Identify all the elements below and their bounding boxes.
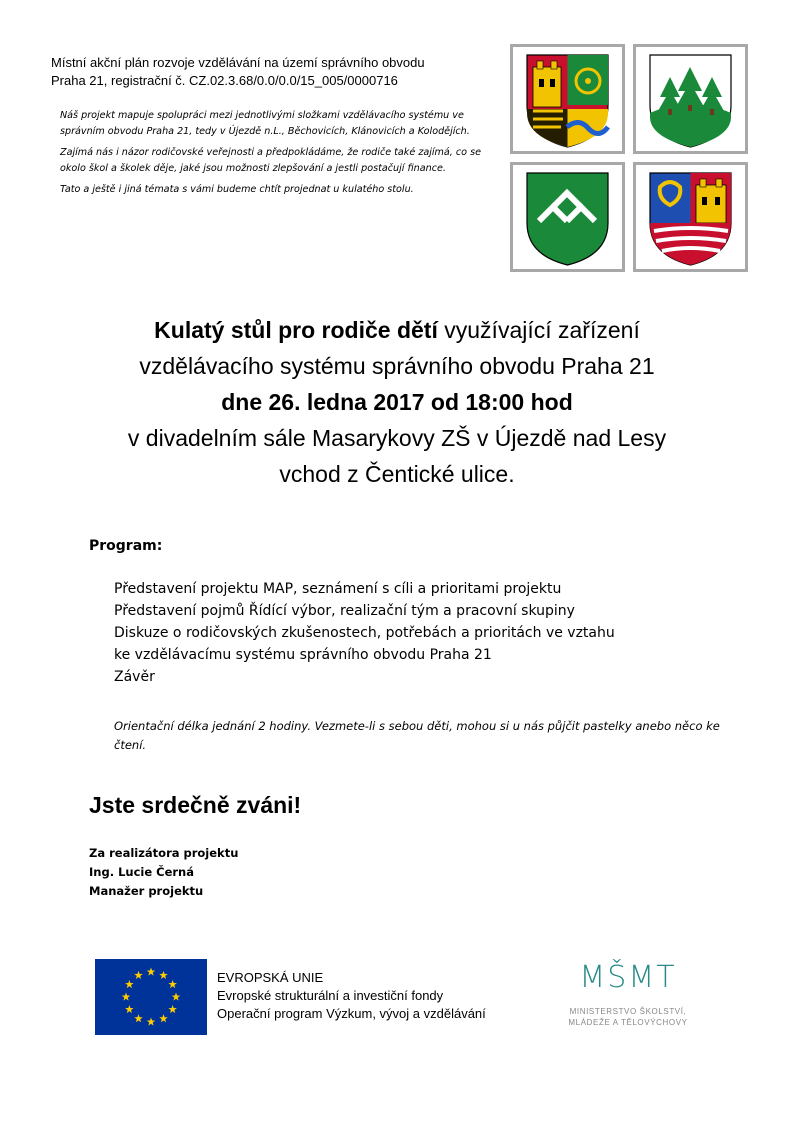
eu-star-icon [147,968,156,976]
coat-of-arms-grid [510,44,748,272]
msmt-logo [553,960,703,1030]
signature-block [89,844,238,901]
program-list [114,578,734,688]
event-date: dne 26. ledna 2017 od 18:00 hod [221,389,573,415]
program-item: Představení projektu MAP, seznámení s cíli a prioritami projektu [114,581,562,597]
msmt-line-2: MLÁDEŽE A TĚLOVÝCHOVY [568,1018,688,1027]
header-line-2: Praha 21, registrační č. CZ.02.3.68/0.0/0.0/15_005/0000716 [51,73,398,88]
intro-paragraph-2: Zajímá nás i názor rodičovské veřejnosti a předpokládáme, že rodiče také zajímá, co se okolo škol a školek děje, jaké jsou možnosti zlepšování a jestli postačují finance. [60,147,481,174]
eu-star-icon [159,971,168,979]
event-title-line-2: vzdělávacího systému správního obvodu Praha 21 [139,353,655,379]
eu-line-1: EVROPSKÁ UNIE [217,970,324,985]
eu-star-icon [125,1005,134,1013]
signature-name: Ing. Lucie Černá [89,865,195,879]
intro-paragraph-3: Tato a ještě i jiná témata s vámi budeme chtít projednat u kulatého stolu. [60,184,414,195]
msmt-abbr: MŠMT [579,960,677,995]
eu-star-icon [168,1005,177,1013]
eu-line-2: Evropské strukturální a investiční fondy [217,988,444,1003]
eu-text-block [217,969,486,1023]
eu-flag-icon [95,959,207,1035]
signature-role: Manažer projektu [89,884,204,898]
program-item: Závěr [114,669,155,685]
program-note: Orientační délka jednání 2 hodiny. Vezmete-li s sebou děti, mohou si u nás půjčit pastelky anebo něco ke čtení. [114,719,720,752]
eu-line-3: Operační program Výzkum, vývoj a vzdělávání [217,1006,486,1021]
msmt-line-1: MINISTERSTVO ŠKOLSTVÍ, [569,1007,687,1016]
crest-bechovice-icon [633,162,748,272]
crest-kolodeje-icon [510,162,625,272]
program-heading: Program: [89,538,163,554]
eu-star-icon [147,1018,156,1026]
program-item: ke vzdělávacímu systému správního obvodu Praha 21 [114,647,492,663]
header-line-1: Místní akční plán rozvoje vzdělávání na území správního obvodu [51,55,425,70]
eu-star-icon [168,980,177,988]
event-entrance: vchod z Čentické ulice. [279,461,515,487]
intro-paragraph-1: Náš projekt mapuje spolupráci mezi jednotlivými složkami vzdělávacího systému ve správním obvodu Praha 21, tedy v Újezdě n.L., Běchovicích, Klánovicích a Kolodějích. [60,110,470,137]
eu-star-icon [159,1014,168,1022]
eu-star-icon [172,993,181,1001]
event-title-bold: Kulatý stůl pro rodiče dětí [154,317,438,343]
eu-star-icon [125,980,134,988]
eu-star-icon [134,971,143,979]
eu-star-icon [122,993,131,1001]
program-item: Diskuze o rodičovských zkušenostech, potřebách a prioritách ve vztahu [114,625,615,641]
eu-star-icon [134,1014,143,1022]
project-header [51,54,491,90]
event-title [40,312,754,492]
program-item: Představení pojmů Řídící výbor, realizační tým a pracovní skupiny [114,603,575,619]
crest-klanovice-icon [633,44,748,154]
intro-text [60,108,505,204]
event-venue: v divadelním sále Masarykovy ZŠ v Újezdě nad Lesy [127,425,667,451]
crest-ujezd-icon [510,44,625,154]
invitation-text: Jste srdečně zváni! [89,792,302,818]
event-title-rest: využívající zařízení [437,317,640,343]
signature-line-1: Za realizátora projektu [89,846,239,860]
